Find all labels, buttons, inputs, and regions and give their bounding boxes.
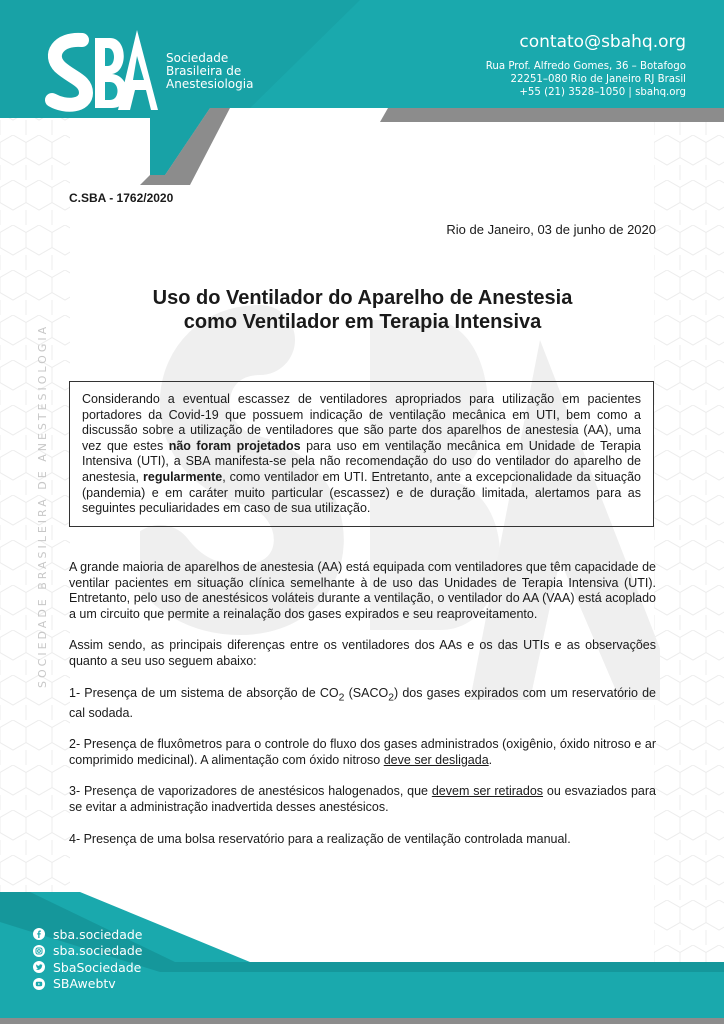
summary-box: [69, 381, 654, 527]
summary-text: para uso em ventilação mecânica em Unidade de Terapia Intensiva (UTI), a SBA manifesta-se pela não recomendação do uso do ventilador do aparelho de anestesia,: [82, 438, 642, 484]
body-text: [69, 560, 656, 863]
social-handle: sba.sociedade: [53, 926, 143, 942]
social-handle: SBAwebtv: [53, 976, 116, 992]
header-contact: [486, 32, 686, 99]
logo-name-line: Brasileira de: [166, 64, 242, 78]
social-link-youtube[interactable]: [33, 976, 143, 993]
title-line: como Ventilador em Terapia Intensiva: [183, 311, 542, 333]
vertical-society-label: SOCIEDADE BRASILEIRA DE ANESTESIOLOGIA: [36, 323, 49, 688]
list-item: 1- Presença de um sistema de absorção de $CO_2$ $(SACO_2)$ dos gases expirados com um reservatório de cal sodada.: [69, 685, 656, 720]
document-title: [69, 286, 656, 334]
social-links: [33, 926, 143, 992]
summary-text: , como ventilador em UTI. Entretanto, ante a excepcionalidade da situação (pandemia) e em caráter muito particular (escassez) e de duração limitada, alertamos para as seguintes peculiaridades em caso de sua utilização.: [82, 469, 641, 516]
address-line: Rua Prof. Alfredo Gomes, 36 – Botafogo: [485, 61, 686, 72]
list-item: 3- Presença de vaporizadores de anestésicos halogenados, que devem ser retirados ou esvaziados para se evitar a administração inadvertida desses anestésicos.: [69, 784, 656, 815]
title-line: Uso do Ventilador do Aparelho de Anestesia: [152, 287, 573, 309]
summary-bold: não foram projetados: [168, 438, 301, 453]
address-line: 22251–080 Rio de Janeiro RJ Brasil: [510, 74, 686, 85]
summary-bold: regularmente: [143, 469, 223, 484]
social-link-instagram[interactable]: [33, 943, 143, 960]
paragraph: A grande maioria de aparelhos de anestesia (AA) está equipada com ventiladores que têm capacidade de ventilar pacientes em situação clínica semelhante à de uso das Unidades de Terapia Intensiva (UTI). Entretanto, pelo uso de anestésicos voláteis durante a ventilação, o ventilador do AA (VAA) está acoplado a um circuito que permite a reinalação dos gases expirados e seu reaproveitamento.: [69, 560, 656, 621]
social-link-twitter[interactable]: [33, 959, 143, 976]
document-reference: C.SBA - 1762/2020: [69, 191, 174, 205]
facebook-icon: [33, 928, 45, 940]
social-handle: SbaSociedade: [53, 959, 142, 975]
youtube-icon: [33, 978, 45, 990]
phone-website-line: +55 (21) 3528–1050 | sbahq.org: [519, 87, 686, 98]
logo-name-line: Anestesiologia: [166, 77, 254, 91]
social-link-facebook[interactable]: [33, 926, 143, 943]
list-item: 4- Presença de uma bolsa reservatório para a realização de ventilação controlada manual.: [69, 831, 571, 846]
document-date: Rio de Janeiro, 03 de junho de 2020: [446, 222, 656, 237]
paragraph: Assim sendo, as principais diferenças entre os ventiladores dos AAs e os das UTIs e as observações quanto a seu uso seguem abaixo:: [69, 638, 656, 668]
contact-email[interactable]: contato@sbahq.org: [519, 32, 686, 52]
twitter-icon: [33, 961, 45, 973]
social-handle: sba.sociedade: [53, 943, 143, 959]
list-item: 2- Presença de fluxômetros para o controle do fluxo dos gases administrados (oxigênio, óxido nitroso e ar comprimido medicinal). A alimentação com óxido nitroso deve ser desligada.: [69, 737, 656, 767]
logo-name: [166, 52, 253, 91]
summary-text: Considerando a eventual escassez de ventiladores apropriados para utilização em pacientes portadores da Covid-19 que possuem indicação de ventilação mecânica em UTI, bem como a discussão sobre a utilização de ventiladores que são parte dos aparelhos de anestesia (AA), uma vez que estes: [82, 392, 641, 453]
logo-name-line: Sociedade: [166, 51, 229, 65]
instagram-icon: [33, 945, 45, 957]
